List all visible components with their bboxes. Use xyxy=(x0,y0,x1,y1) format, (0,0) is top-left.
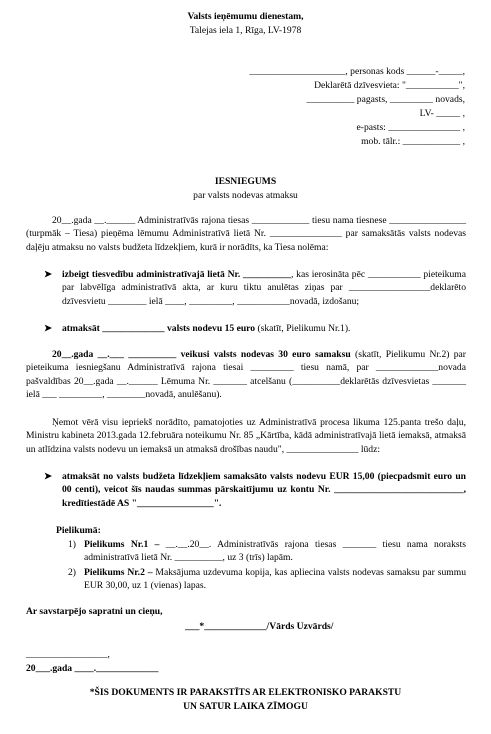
bullet-terminate-text: , kas ierosināta pēc ___________ pieteikuma par labvēlīga administratīvā akta, ar kuru tiktu anulētas ziņas par _________________deklarēto dzīvesvietu ________ ielā ____, _________, ___________novadā, izdošanu; xyxy=(62,269,466,307)
applicant-residence-line: Deklarētā dzīvesvieta: "___________", xyxy=(314,80,465,91)
applicant-phone-line: mob. tālr.: ____________ , xyxy=(361,136,465,147)
attachment-label: Pielikums Nr.2 – xyxy=(84,567,153,578)
closing-date: 20___.gada ____._____________ xyxy=(26,663,159,674)
e-signature-notice-line2: UN SATUR LAIKA ZĪMOGU xyxy=(183,701,308,712)
bullet-request-text: atmaksāt no valsts budžeta līdzekļiem samaksāto valsts nodevu EUR 15,00 (piecpadsmit euro un 00 centi), veicot šīs naudas summas pārskaitījumu uz kontu Nr. ___________________________, kredītiestādē AS "________________". xyxy=(62,471,466,509)
paragraph-decision: 20__.gada __.______ Administratīvās rajona tiesas ____________ tiesu nama tiesnese ________________ (turpmāk – Tiesa) pieņēma lēmumu Administratīvā lietā Nr. _______________ par samaksātās valsts nodevas daļēju atmaksu no valsts budžeta līdzekļiem, kurā ir norādīts, ka Tiesa nolēma: xyxy=(26,215,466,253)
payment-bold: 20__.gada __.___ __________ veikusi valsts nodevas 30 euro samaksu xyxy=(52,349,351,360)
arrow-bullet-icon: ➤ xyxy=(44,269,53,280)
attachment-item-2 xyxy=(68,566,466,593)
attachment-label: Pielikums Nr.1 – xyxy=(84,539,160,550)
signature-line: ___*_____________/Vārds Uzvārds/ xyxy=(185,621,334,632)
bullet-request xyxy=(44,470,466,510)
payment-text: (skatīt, Pielikumu Nr.2) par pieteikuma iesniegšanu Administratīvā rajona tiesai _________ tiesu namā, par _____________novada pašvaldības 20__.gada __.______ Lēmuma Nr. _______ atcelšanu (__________deklarētās dzīvesvietas _______ ielā ___ _________, ________novadā, anulēšanu). xyxy=(26,349,466,401)
paragraph-legal-basis: Ņemot vērā visu iepriekš norādīto, pamatojoties uz Administratīvā procesa likuma 125.panta trešo daļu, Ministru kabineta 2013.gada 12.februāra noteikumu Nr. 85 „Kārtība, kādā administratīvajā lietā iemaksā, atmaksā un atlīdzina valsts nodevu un iemaksā un atmaksā drošības naudu", _______________ lūdz: xyxy=(26,417,466,455)
arrow-bullet-icon: ➤ xyxy=(44,471,53,482)
signer-blank-line: _________________, xyxy=(26,649,110,660)
applicant-parish-line: __________ pagasts, _________ novads, xyxy=(306,94,465,105)
document-title: IESNIEGUMS xyxy=(214,176,277,187)
attachment-text: Maksājuma uzdevuma kopija, kas apliecina valsts nodevas samaksu par summu EUR 30,00, uz 1 (vienas) lapas. xyxy=(84,567,466,592)
bullet-terminate xyxy=(44,268,466,308)
closing-regards: Ar savstarpējo sapratni un cieņu, xyxy=(26,606,163,617)
attachment-number: 1) xyxy=(68,539,76,550)
bullet-refund-text: (skatīt, Pielikumu Nr.1). xyxy=(255,323,351,334)
recipient-address: Talejas iela 1, Rīga, LV-1978 xyxy=(189,25,302,36)
document-subtitle: par valsts nodevas atmaksu xyxy=(193,190,298,201)
applicant-email-line: e-pasts: _______________ , xyxy=(356,122,465,133)
applicant-name-line: ____________________, personas kods ______-_____, xyxy=(249,66,465,77)
attachment-number: 2) xyxy=(68,567,76,578)
arrow-bullet-icon: ➤ xyxy=(44,323,53,334)
recipient-org: Valsts ieņēmumu dienestam, xyxy=(187,11,304,22)
bullet-refund-bold: atmaksāt _____________ valsts nodevu 15 euro xyxy=(62,323,256,334)
e-signature-notice-line1: *ŠIS DOKUMENTS IR PARAKSTĪTS AR ELEKTRONISKO PARAKSTU xyxy=(89,687,402,698)
attachments-heading: Pielikumā: xyxy=(56,525,101,536)
bullet-refund-15 xyxy=(44,322,466,335)
bullet-terminate-bold: izbeigt tiesvedību administratīvajā lietā Nr. __________ xyxy=(62,269,292,280)
attachment-item-1 xyxy=(68,538,466,565)
attachment-text: __.__.20__. Administratīvās rajona tiesas _______ tiesu nama noraksts administratīvā lietā Nr. __________, uz 3 (trīs) lapām. xyxy=(84,539,466,564)
paragraph-payment xyxy=(26,348,466,402)
applicant-postcode-line: LV- _____ , xyxy=(419,108,465,119)
